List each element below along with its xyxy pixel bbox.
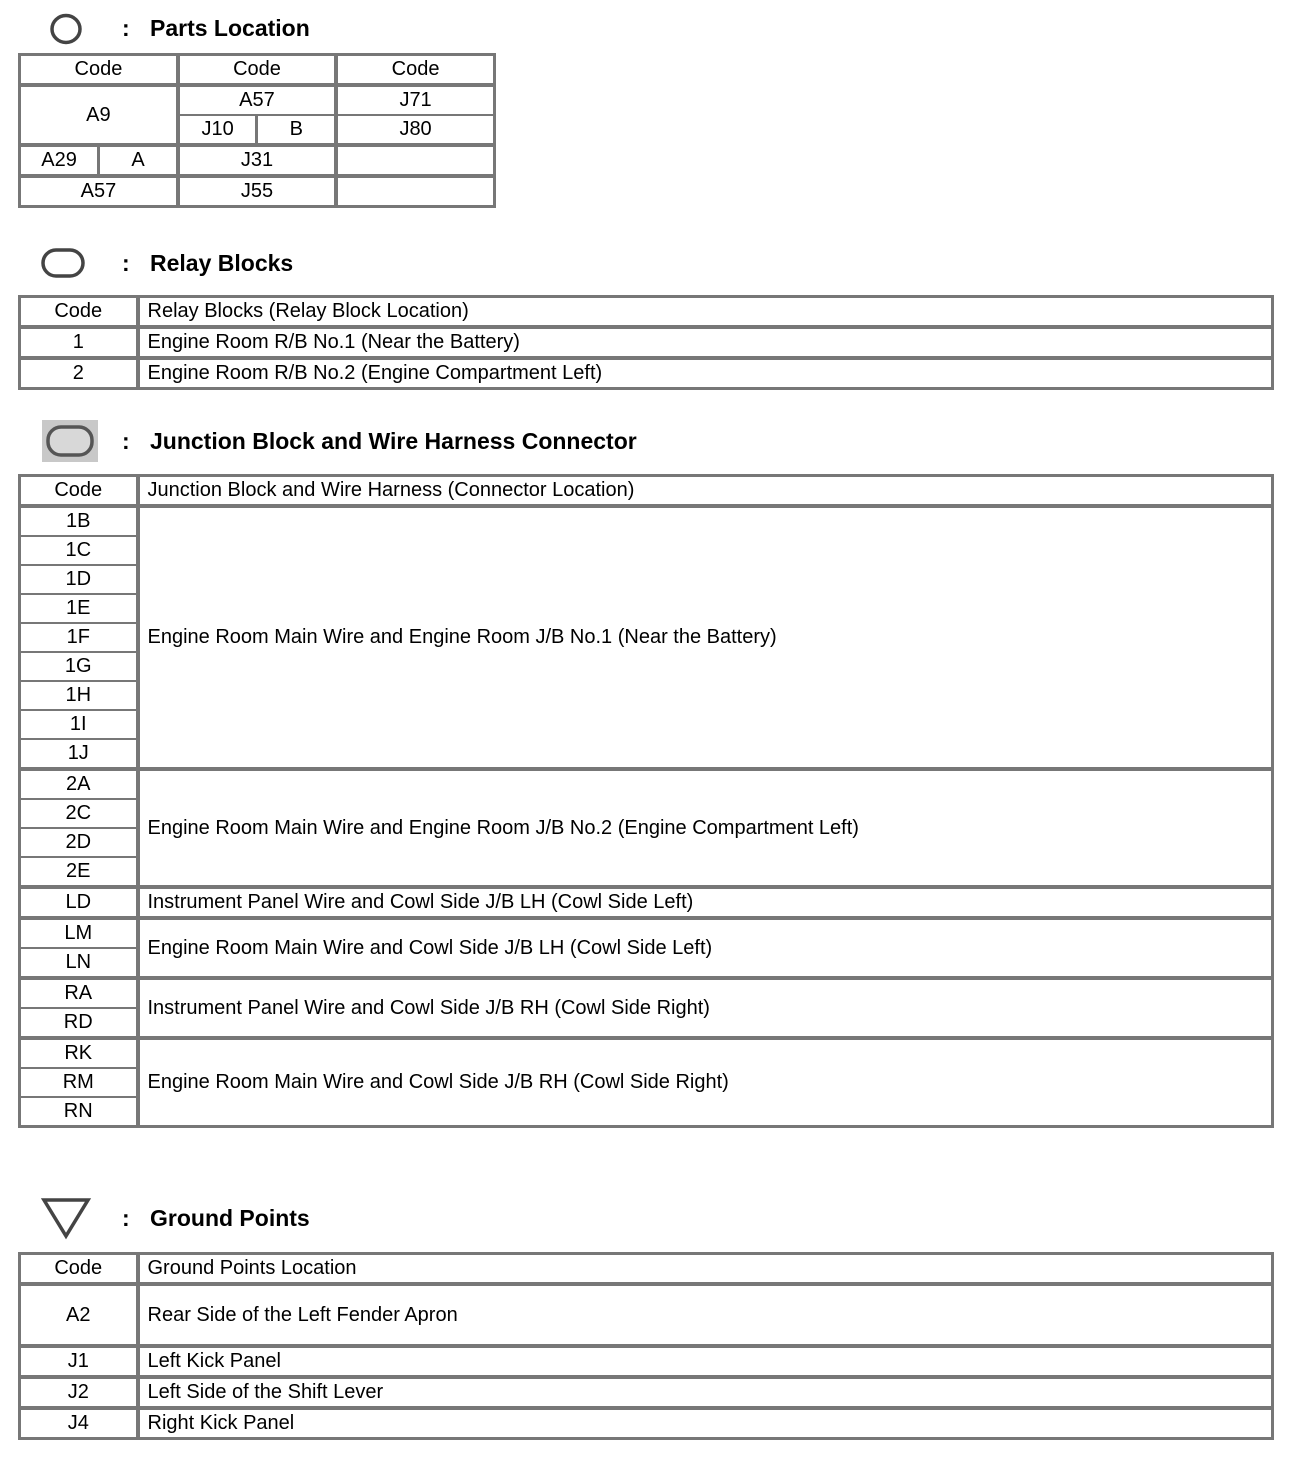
table-row <box>20 297 1273 328</box>
code-cell: 2A <box>20 769 138 799</box>
code-cell: J10 <box>178 115 257 145</box>
code-cell: RD <box>20 1008 138 1038</box>
code-cell: RM <box>20 1068 138 1097</box>
code-cell: 2D <box>20 828 138 857</box>
code-cell: 1 <box>20 327 138 358</box>
junction-block-heading <box>0 423 800 459</box>
code-cell: J1 <box>20 1346 138 1377</box>
code-cell: LD <box>20 887 138 918</box>
description-header: Relay Blocks (Relay Block Location) <box>138 297 1273 328</box>
code-header: Code <box>20 1254 138 1285</box>
code-cell: J31 <box>178 145 336 176</box>
code-cell: J71 <box>336 85 494 115</box>
code-cell: 1F <box>20 623 138 652</box>
table-row <box>20 918 1273 948</box>
code-header: Code <box>20 297 138 328</box>
code-cell: A2 <box>20 1284 138 1346</box>
table-row <box>20 1254 1273 1285</box>
relay-blocks-colon: : <box>122 250 130 276</box>
code-cell: A57 <box>178 85 336 115</box>
code-header: Code <box>20 55 178 86</box>
description-cell: Engine Room R/B No.2 (Engine Compartment Left) <box>138 358 1273 389</box>
code-cell: 1G <box>20 652 138 681</box>
code-cell <box>336 145 494 176</box>
description-header: Ground Points Location <box>138 1254 1273 1285</box>
description-cell: Instrument Panel Wire and Cowl Side J/B RH (Cowl Side Right) <box>138 978 1273 1038</box>
code-cell: 1D <box>20 565 138 594</box>
table-row <box>20 1284 1273 1346</box>
table-row <box>20 887 1273 918</box>
code-cell: 1I <box>20 710 138 739</box>
code-cell: A9 <box>20 85 178 145</box>
rounded-rectangle-icon <box>40 247 86 279</box>
shaded-rounded-rectangle-icon <box>40 418 100 464</box>
description-cell: Engine Room Main Wire and Engine Room J/B No.1 (Near the Battery) <box>138 506 1273 769</box>
ground-points-title: Ground Points <box>150 1205 310 1231</box>
relay-blocks-title: Relay Blocks <box>150 250 294 276</box>
description-cell: Engine Room Main Wire and Cowl Side J/B LH (Cowl Side Left) <box>138 918 1273 978</box>
relay-blocks-heading <box>0 245 800 281</box>
code-cell: 2E <box>20 857 138 887</box>
description-cell: Instrument Panel Wire and Cowl Side J/B LH (Cowl Side Left) <box>138 887 1273 918</box>
table-row <box>20 1377 1273 1408</box>
code-cell: 2 <box>20 358 138 389</box>
code-cell: 1B <box>20 506 138 536</box>
description-header: Junction Block and Wire Harness (Connector Location) <box>138 476 1273 507</box>
code-cell: RK <box>20 1038 138 1068</box>
code-cell: RA <box>20 978 138 1008</box>
code-cell: A57 <box>20 176 178 207</box>
table-row <box>20 176 495 207</box>
ground-points-table <box>18 1252 1274 1440</box>
code-header: Code <box>336 55 494 86</box>
description-cell: Rear Side of the Left Fender Apron <box>138 1284 1273 1346</box>
ground-points-colon: : <box>122 1205 130 1231</box>
code-cell: 1C <box>20 536 138 565</box>
table-row <box>20 769 1273 799</box>
table-row <box>20 358 1273 389</box>
code-cell: B <box>257 115 336 145</box>
circle-icon <box>48 12 84 46</box>
table-row <box>20 506 1273 536</box>
code-cell: LM <box>20 918 138 948</box>
code-cell: J4 <box>20 1408 138 1439</box>
code-cell: RN <box>20 1097 138 1127</box>
description-cell: Engine Room Main Wire and Engine Room J/B No.2 (Engine Compartment Left) <box>138 769 1273 887</box>
code-cell: 1H <box>20 681 138 710</box>
relay-blocks-table <box>18 295 1274 390</box>
code-cell: LN <box>20 948 138 978</box>
table-row <box>20 1038 1273 1068</box>
code-cell: A <box>99 145 178 176</box>
description-cell: Left Kick Panel <box>138 1346 1273 1377</box>
code-header: Code <box>178 55 336 86</box>
downward-triangle-icon <box>40 1196 92 1240</box>
description-cell: Engine Room R/B No.1 (Near the Battery) <box>138 327 1273 358</box>
code-cell: J80 <box>336 115 494 145</box>
table-row <box>20 327 1273 358</box>
parts-location-colon: : <box>122 15 130 41</box>
code-cell <box>336 176 494 207</box>
junction-block-table <box>18 474 1274 1128</box>
table-row <box>20 978 1273 1008</box>
code-cell: J2 <box>20 1377 138 1408</box>
code-cell: A29 <box>20 145 99 176</box>
table-row <box>20 145 495 176</box>
table-row <box>20 85 495 115</box>
table-row <box>20 1408 1273 1439</box>
junction-block-colon: : <box>122 428 130 454</box>
table-row <box>20 55 495 86</box>
code-cell: J55 <box>178 176 336 207</box>
description-cell: Left Side of the Shift Lever <box>138 1377 1273 1408</box>
table-row <box>20 476 1273 507</box>
code-cell: 1E <box>20 594 138 623</box>
description-cell: Engine Room Main Wire and Cowl Side J/B RH (Cowl Side Right) <box>138 1038 1273 1127</box>
ground-points-heading <box>0 1200 800 1236</box>
code-header: Code <box>20 476 138 507</box>
parts-location-heading <box>0 10 800 46</box>
parts-location-title: Parts Location <box>150 15 310 41</box>
table-row <box>20 1346 1273 1377</box>
parts-location-table <box>18 53 496 208</box>
junction-block-title: Junction Block and Wire Harness Connector <box>150 428 637 454</box>
code-cell: 2C <box>20 799 138 828</box>
code-cell: 1J <box>20 739 138 769</box>
description-cell: Right Kick Panel <box>138 1408 1273 1439</box>
